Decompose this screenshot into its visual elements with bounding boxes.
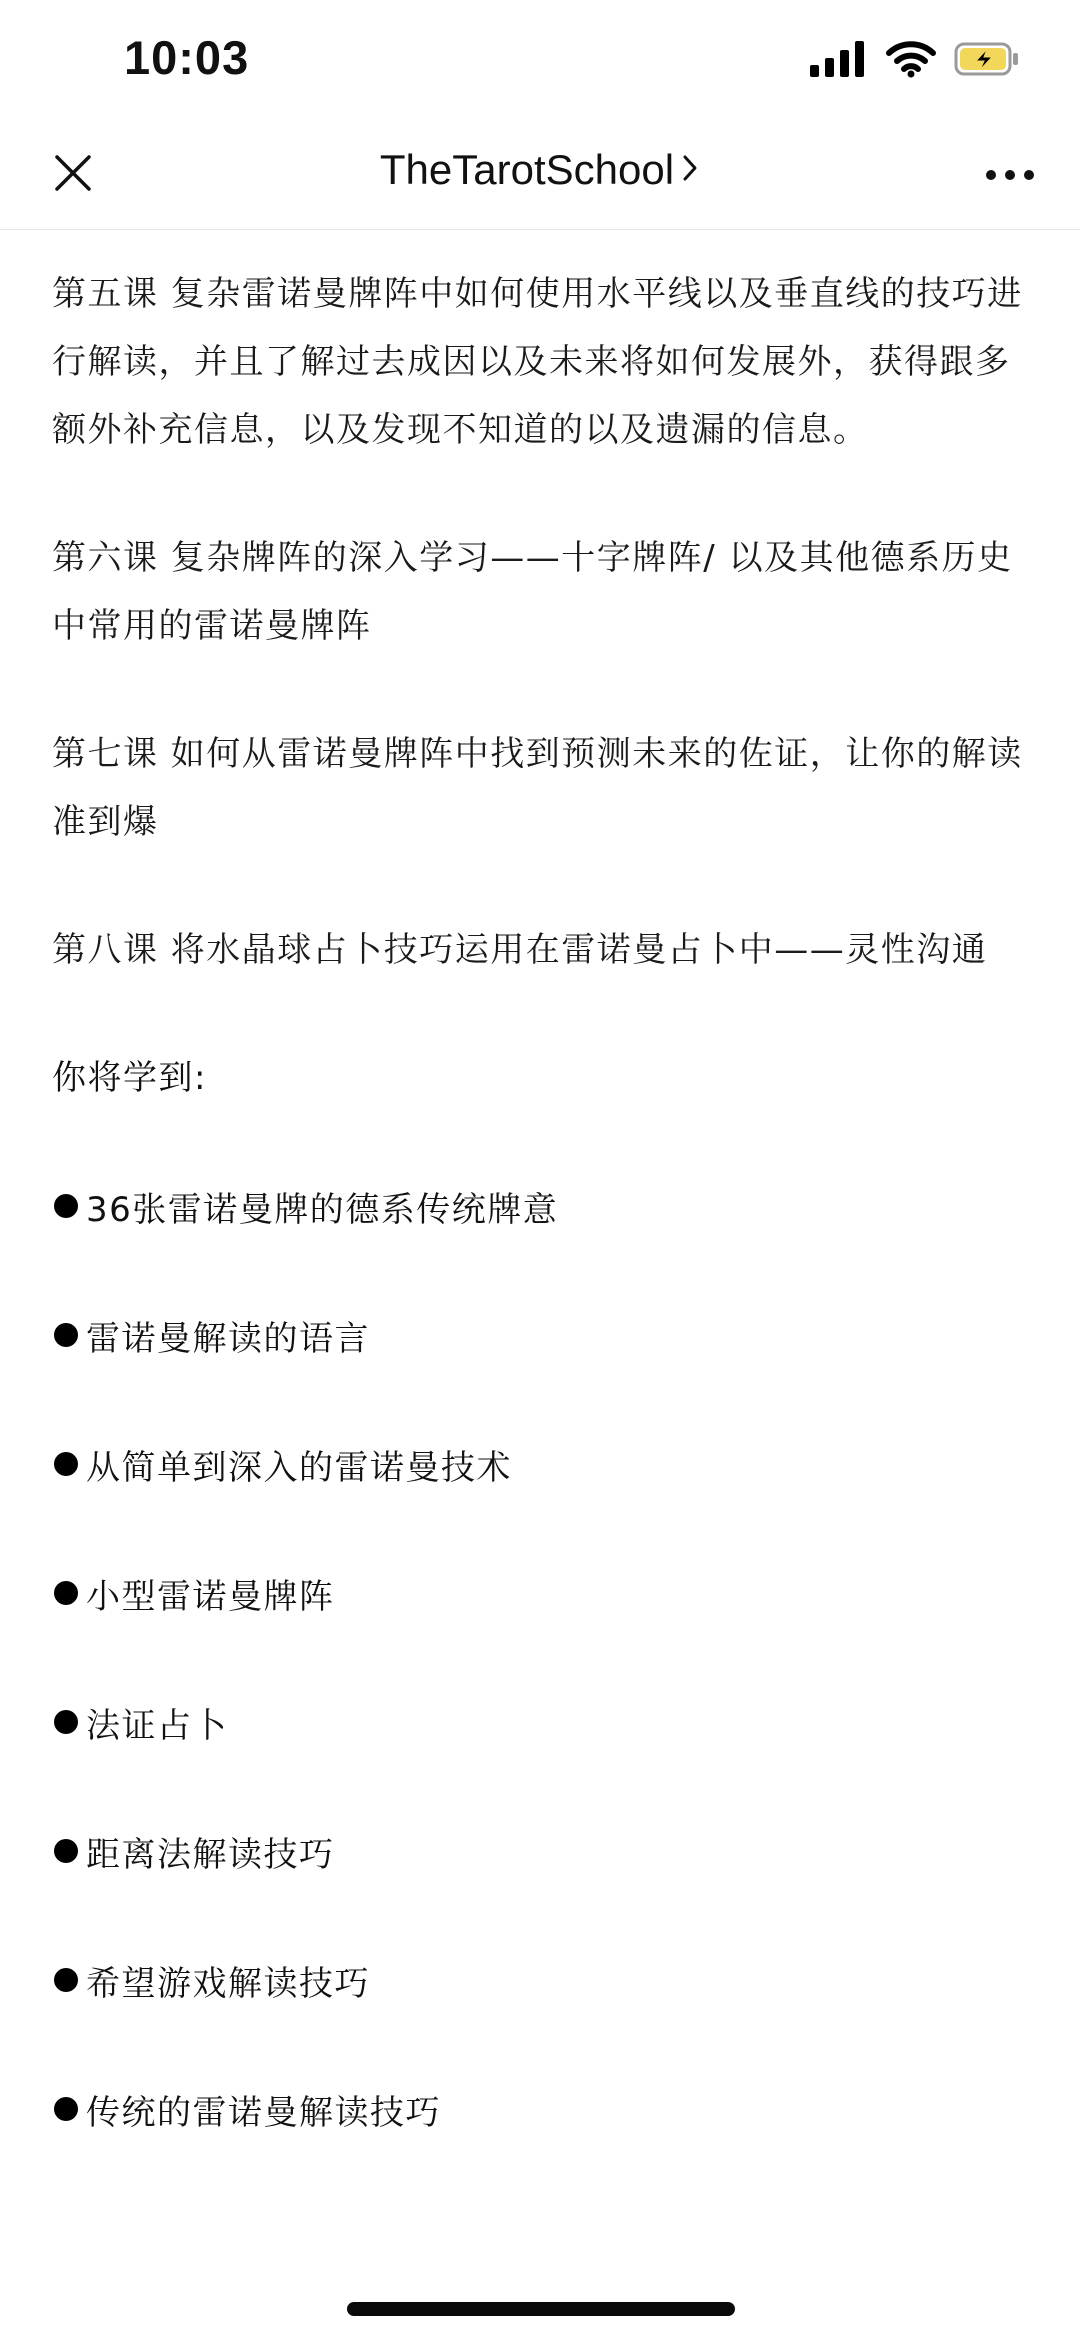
more-button[interactable]	[980, 150, 1040, 200]
list-item	[52, 1430, 1042, 1498]
article-body	[52, 260, 1042, 2204]
list-item	[52, 2075, 1042, 2143]
list-item-text: 传统的雷诺曼解读技巧	[86, 2092, 441, 2133]
list-item	[52, 1817, 1042, 1885]
list-item	[52, 1946, 1042, 2014]
bullet-dot-icon	[54, 1839, 78, 1863]
status-bar	[0, 0, 1080, 120]
lesson-paragraph: 第五课 复杂雷诺曼牌阵中如何使用水平线以及垂直线的技巧进行解读，并且了解过去成因以及未来将如何发展外，获得跟多额外补充信息，以及发现不知道的以及遗漏的信息。	[52, 274, 1023, 450]
list-item	[52, 1559, 1042, 1627]
list-item-text: 小型雷诺曼牌阵	[86, 1576, 335, 1617]
bullet-dot-icon	[54, 1194, 78, 1218]
list-item	[52, 1172, 1042, 1240]
status-icons	[810, 40, 1020, 82]
list-item-text: 距离法解读技巧	[86, 1834, 335, 1875]
wifi-icon	[886, 40, 936, 82]
list-item-text: 法证占卜	[86, 1705, 228, 1746]
account-name[interactable]: TheTarotSchool	[379, 146, 675, 193]
lesson-paragraph: 第六课 复杂牌阵的深入学习——十字牌阵/ 以及其他德系历史中常用的雷诺曼牌阵	[52, 538, 1013, 646]
more-icon	[985, 166, 1035, 185]
lesson-paragraph: 第七课 如何从雷诺曼牌阵中找到预测未来的佐证，让你的解读准到爆	[52, 734, 1023, 842]
lesson-paragraph: 第八课 将水晶球占卜技巧运用在雷诺曼占卜中——灵性沟通	[52, 930, 988, 970]
cellular-signal-icon	[810, 41, 868, 81]
bullet-dot-icon	[54, 2097, 78, 2121]
list-item-text: 雷诺曼解读的语言	[86, 1318, 370, 1359]
bullet-dot-icon	[54, 1710, 78, 1734]
list-item	[52, 1688, 1042, 1756]
status-time: 10:03	[124, 31, 250, 84]
nav-title[interactable]	[0, 146, 1080, 194]
list-item-text: 从简单到深入的雷诺曼技术	[86, 1447, 512, 1488]
list-item	[52, 1301, 1042, 1369]
bullet-dot-icon	[54, 1323, 78, 1347]
list-item-text: 36张雷诺曼牌的德系传统牌意	[86, 1189, 559, 1230]
home-indicator[interactable]	[347, 2302, 735, 2316]
nav-bar	[0, 120, 1080, 230]
bullet-dot-icon	[54, 1581, 78, 1605]
battery-charging-icon	[954, 41, 1020, 81]
bullet-dot-icon	[54, 1968, 78, 1992]
learn-heading: 你将学到:	[52, 1058, 207, 1098]
chevron-right-icon	[680, 146, 700, 194]
bullet-list	[52, 1172, 1042, 2143]
list-item-text: 希望游戏解读技巧	[86, 1963, 370, 2004]
bullet-dot-icon	[54, 1452, 78, 1476]
